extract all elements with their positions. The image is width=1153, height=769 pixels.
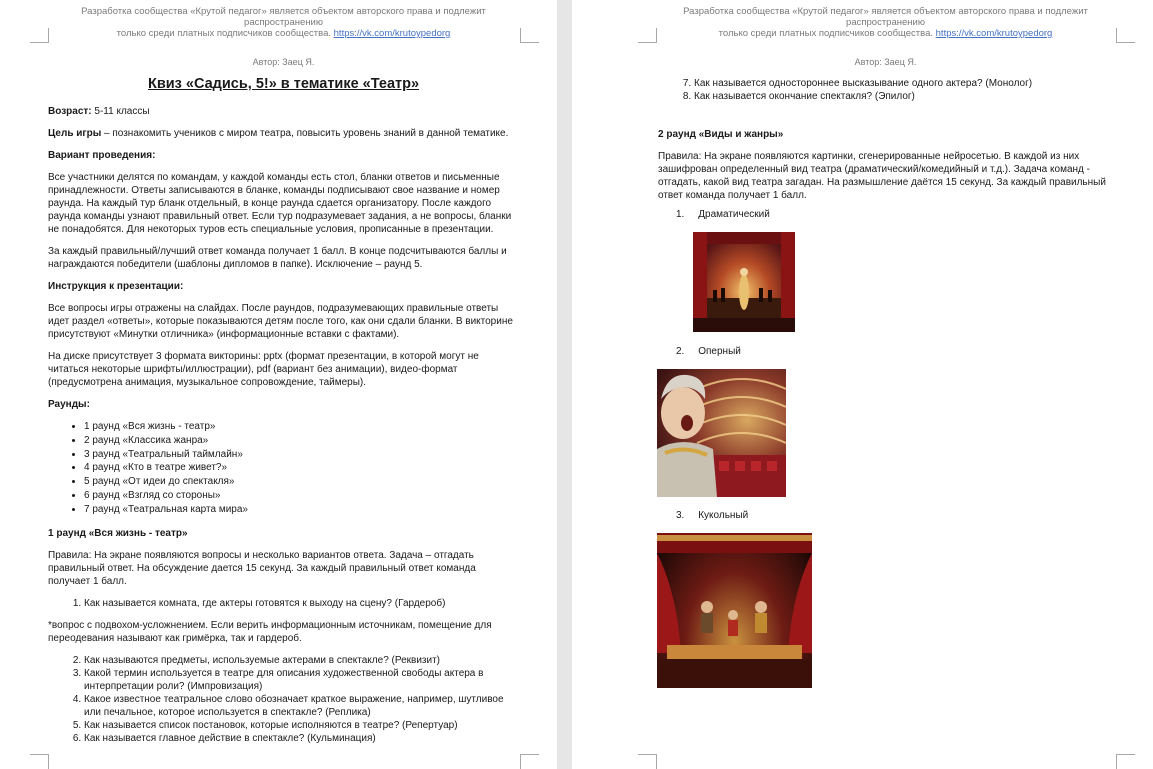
header-copyright-line1: Разработка сообщества «Крутой педагог» является объектом авторского права и подлежит распространению — [683, 6, 1088, 28]
header-copyright-line2: только среди платных подписчиков сообщества. — [116, 28, 331, 39]
round1-rules: Правила: На экране появляются вопросы и несколько вариантов ответа. Задача – отгадать правильный ответ. На обсуждение дается 15 секунд. За каждый правильный ответ команда получает 1 балл. — [48, 549, 476, 587]
question-item: 6. Как называется главное действие в спектакле? (Кульминация) — [84, 732, 519, 745]
age-value: 5-11 классы — [91, 106, 150, 117]
list-item: • 4 раунд «Кто в театре живет?» — [84, 461, 519, 475]
page-corner-mark — [638, 754, 657, 769]
author-line: Автор: Заец Я. — [854, 57, 917, 67]
item-label: Кукольный — [698, 510, 749, 521]
item-label: Драматический — [698, 209, 770, 220]
rounds-list — [48, 420, 519, 517]
instructions-text: Все вопросы игры отражены на слайдах. После раундов, подразумевающих правильные ответы идет раздел «ответы», которые показываются детям после того, как они сдали бланки. В викторине присутствуют «Минутки отличника» (информационные вставки с фактами). — [48, 303, 513, 340]
age-paragraph — [48, 105, 519, 118]
header-link[interactable]: https://vk.com/krutoypedorg — [935, 28, 1053, 39]
header-copyright-line2: только среди платных подписчиков сообщества. — [718, 28, 933, 39]
page-corner-mark — [30, 28, 49, 43]
round1-heading: 1 раунд «Вся жизнь - театр» — [48, 527, 188, 539]
variant-heading: Вариант проведения: — [48, 150, 156, 161]
tricky-note: *вопрос с подвохом-усложнением. Если верить информационным источникам, помещение для переодевания называют как гримёрка, так и гардероб. — [48, 619, 492, 644]
question-item: 1. Как называется комната, где актеры готовятся к выходу на сцену? (Гардероб) — [84, 597, 519, 610]
list-item: • 3 раунд «Театральный таймлайн» — [84, 448, 519, 462]
document-page-left — [0, 0, 557, 769]
document-page-right — [572, 0, 1153, 769]
question-item: 3. Какой термин используется в театре для описания художественной свободы актера в интерпретации роли? (Импровизация) — [84, 667, 519, 693]
formats-text: На диске присутствует 3 формата викторины: pptx (формат презентации, в которой могут не читаться некоторые шрифты/иллюстрации), pdf (вариант без анимации), видео-формат (предусмотрена анимация, музыкальное сопровождение, таймеры). — [48, 351, 479, 388]
page-header — [658, 6, 1113, 39]
list-item: 3. Кукольный — [676, 510, 749, 521]
opera-theatre-image — [657, 369, 786, 497]
page-corner-mark — [30, 754, 49, 769]
round2-heading: 2 раунд «Виды и жанры» — [658, 129, 784, 140]
list-item: • 6 раунд «Взгляд со стороны» — [84, 489, 519, 503]
page-corner-mark — [520, 28, 539, 43]
header-link[interactable]: https://vk.com/krutoypedorg — [333, 28, 451, 39]
list-item: • 2 раунд «Классика жанра» — [84, 434, 519, 448]
item-label: Оперный — [698, 346, 741, 357]
page-corner-mark — [1116, 28, 1135, 43]
round2-rules: Правила: На экране появляются картинки, сгенерированные нейросетью. В каждой из них зашифрован определенный вид театра (драматический/комедийный и т.д.). Задача команд - отгадать, какой вид театра загадан. На размышление даётся 15 секунд. За каждый правильный ответ команда получает 1 балл. — [658, 151, 1106, 201]
question-item: 7. Как называется одностороннее высказывание одного актера? (Монолог) — [694, 77, 1113, 90]
question-item: 4. Какое известное театральное слово обозначает краткое выражение, например, шутливое или печальное, которое используется в спектакле? (Реплика) — [84, 693, 519, 719]
header-copyright-line1: Разработка сообщества «Крутой педагог» является объектом авторского права и подлежит распространению — [81, 6, 486, 28]
question-item: 2. Как называются предметы, используемые актерами в спектакле? (Реквизит) — [84, 654, 519, 667]
list-item: 2. Оперный — [676, 346, 741, 357]
author-line: Автор: Заец Я. — [252, 57, 315, 67]
document-title: Квиз «Садись, 5!» в тематике «Театр» — [147, 76, 420, 92]
age-label: Возраст: — [48, 106, 92, 117]
goal-label: Цель игры — [48, 128, 102, 139]
instructions-heading: Инструкция к презентации: — [48, 281, 184, 292]
scoring-text: За каждый правильный/лучший ответ команда получает 1 балл. В конце подсчитываются баллы и награждаются победители (шаблоны дипломов в папке). Исключение – раунд 5. — [48, 246, 507, 270]
list-item: • 1 раунд «Вся жизнь - театр» — [84, 420, 519, 434]
question-item: 8. Как называется окончание спектакля? (Эпилог) — [694, 90, 1113, 103]
question-list — [658, 77, 1113, 103]
question-list — [48, 597, 519, 610]
page-corner-mark — [520, 754, 539, 769]
page-corner-mark — [638, 28, 657, 43]
dramatic-theatre-image — [693, 232, 795, 332]
list-item: • 7 раунд «Театральная карта мира» — [84, 503, 519, 517]
goal-paragraph — [48, 127, 519, 140]
page-corner-mark — [1116, 754, 1135, 769]
page-header — [48, 6, 519, 39]
list-item: • 5 раунд «От идеи до спектакля» — [84, 475, 519, 489]
rounds-heading: Раунды: — [48, 399, 90, 410]
puppet-theatre-image — [657, 533, 812, 688]
goal-text: – познакомить учеников с миром театра, повысить уровень знаний в данной тематике. — [101, 128, 509, 139]
variant-text: Все участники делятся по командам, у каждой команды есть стол, бланки ответов и письменные принадлежности. Ответы записываются в бланке, команды подписывают свое название и номер раунда. На каждый тур бланк отдельный, в конце раунда сдается организатору. После каждого раунда команды узнают правильный ответ. Если тур подразумевает задания, а не вопросы, бланки не понадобятся. Для некоторых туров есть специальные условия, прописанные в презентации. — [48, 172, 512, 235]
question-list — [48, 654, 519, 745]
list-item: 1. Драматический — [676, 209, 770, 220]
question-item: 5. Как называется список постановок, которые исполняются в театре? (Репертуар) — [84, 719, 519, 732]
